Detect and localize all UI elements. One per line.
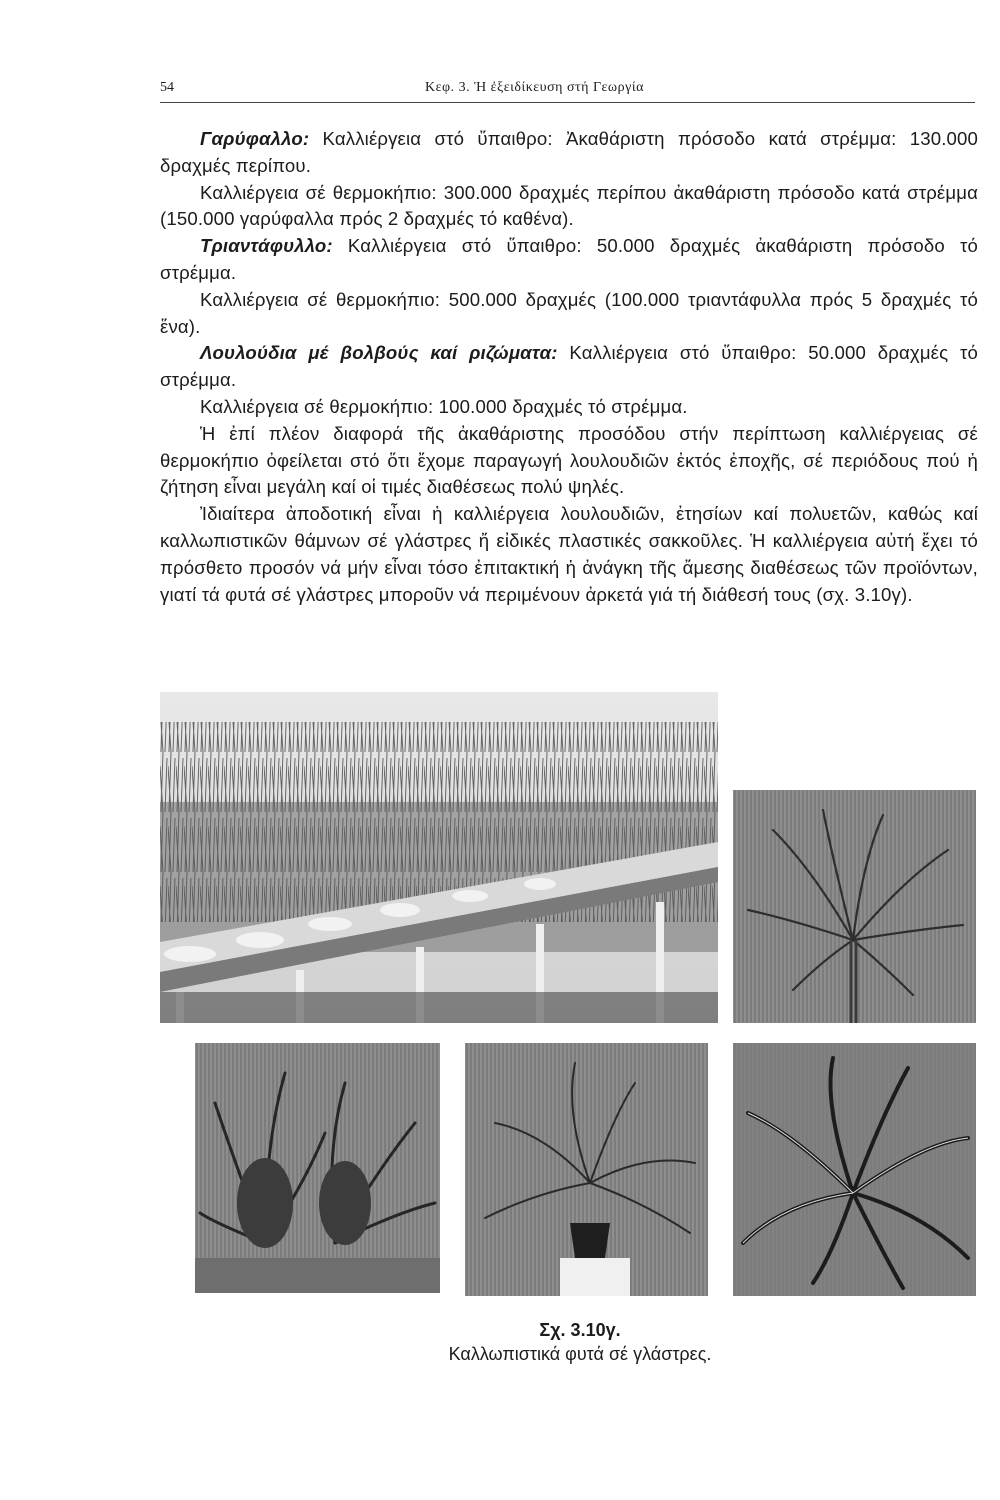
paragraph-rose-outdoor (160, 233, 978, 287)
paragraph-text: Ἰδιαίτερα ἀποδοτική εἶναι ἡ καλλιέργεια λουλουδιῶν, ἐτησίων καί πολυετῶν, καθώς καί καλλωπιστικῶν θάμνων σέ γλάστρες ἤ εἰδικές πλαστικές σακκοῦλες. Ἡ καλλιέργεια αὐτή ἔχει τό πρόσθετο προσόν νά μήν εἶναι τόσο ἐπιτακτική ἡ ἀνάγκη τῆς ἄμεσης διαθέσεως τῶν προϊόντων, γιατί τά φυτά σέ γλάστρες μποροῦν νά περιμένουν ἀρκετά γιά τή διάθεσή τους (σχ. 3.10γ). (160, 503, 978, 605)
paragraph-text: Καλλιέργεια στό ὕπαιθρο: Ἀκαθάριστη πρόσοδο κατά στρέμμα: 130.000 δραχμές περίπου. (160, 128, 978, 176)
paragraph-text: Καλλιέργεια σέ θερμοκήπιο: 300.000 δραχμές περίπου ἀκαθάριστη πρόσοδο κατά στρέμμα (150.000 γαρύφαλλα πρός 2 δραχμές τό καθένα). (160, 181, 978, 230)
figure-label: Σχ. 3.10γ. (539, 1320, 621, 1340)
carnation-heading: Γαρύφαλλο: (200, 128, 310, 149)
paragraph-bulbs-greenhouse (160, 394, 978, 421)
potted-plant-photo-4 (733, 1043, 976, 1296)
body-text (160, 126, 978, 608)
paragraph-text: Καλλιέργεια σέ θερμοκήπιο: 500.000 δραχμές (100.000 τριαντάφυλλα πρός 5 δραχμές τό ἕνα). (160, 288, 978, 337)
potted-plant-photo-2 (195, 1043, 440, 1293)
page-number: 54 (160, 80, 174, 95)
paragraph-text: Καλλιέργεια στό ὕπαιθρο: 50.000 δραχμές ἀκαθάριστη πρόσοδο τό στρέμμα. (160, 235, 978, 283)
paragraph-carnation-greenhouse (160, 180, 978, 234)
paragraph-text: Καλλιέργεια στό ὕπαιθρο: 50.000 δραχμές τό στρέμμα. (160, 342, 978, 391)
paragraph-greenhouse-difference (160, 421, 978, 501)
paragraph-rose-greenhouse (160, 287, 978, 341)
rose-heading: Τριαντάφυλλο: (200, 235, 333, 257)
paragraph-carnation-outdoor (160, 126, 978, 180)
paragraph-potted-plants (160, 501, 978, 608)
figure-caption (370, 1318, 790, 1366)
potted-plant-photo-1 (733, 790, 976, 1023)
running-head: Κεφ. 3. Ἡ ἐξειδίκευση στή Γεωργία (425, 80, 644, 95)
figure-caption-text: Καλλωπιστικά φυτά σέ γλάστρες. (448, 1344, 712, 1364)
paragraph-text: Καλλιέργεια σέ θερμοκήπιο: 100.000 δραχμές τό στρέμμα. (200, 395, 688, 417)
potted-plant-photo-3 (465, 1043, 708, 1296)
greenhouse-rows-photo (160, 692, 718, 1023)
page-header (160, 80, 975, 103)
paragraph-bulbs-outdoor (160, 340, 978, 394)
bulbs-heading: Λουλούδια μέ βολβούς καί ριζώματα: (200, 342, 558, 364)
paragraph-text: Ἡ ἐπί πλέον διαφορά τῆς ἀκαθάριστης προσόδου στήν περίπτωση καλλιέργειας σέ θερμοκήπιο ὀφείλεται στό ὅτι ἔχομε παραγωγή λουλουδιῶν ἐκτός ἐποχῆς, σέ περιόδους πού ἡ ζήτηση εἶναι μεγάλη καί οἱ τιμές διαθέσεως πολύ ψηλές. (160, 422, 978, 498)
